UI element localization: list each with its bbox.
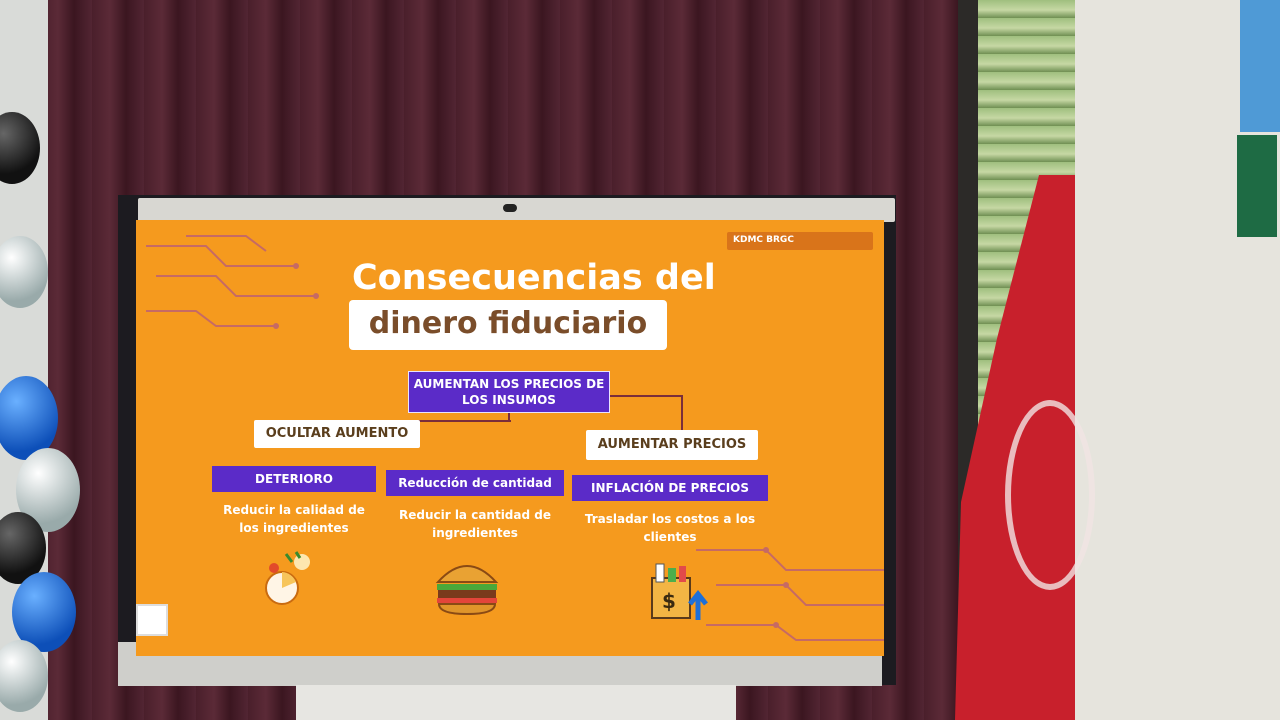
burger-icon <box>432 554 502 618</box>
circuit-decoration-icon <box>696 530 884 650</box>
main-cause-box: AUMENTAN LOS PRECIOS DE LOS INSUMOS <box>408 371 610 413</box>
monitor-top-bezel <box>138 198 895 222</box>
branch-hide-increase: OCULTAR AUMENTO <box>254 420 420 448</box>
food-quality-icon <box>256 548 320 612</box>
circuit-decoration-icon <box>146 226 326 336</box>
connector-line <box>610 395 682 397</box>
shopping-bag-price-up-icon <box>648 558 712 624</box>
consequence-deterioro: DETERIORO <box>212 466 376 492</box>
description-inflacion: Trasladar los costos a los clientes <box>584 512 756 544</box>
slide-badge: KDMC BRGC <box>727 232 873 250</box>
presentation-slide <box>136 220 884 656</box>
connector-line <box>681 395 683 431</box>
description-reduccion: Reducir la cantidad de ingredientes <box>398 508 551 540</box>
consequence-reduccion: Reducción de cantidad <box>386 470 564 496</box>
slide-corner-button[interactable] <box>136 604 168 636</box>
exit-sign-icon <box>1234 132 1280 240</box>
webcam-icon <box>503 204 517 212</box>
description-deterioro: Reducir la calidad de los ingredientes <box>223 503 365 535</box>
consequence-inflacion: INFLACIÓN DE PRECIOS <box>572 475 768 501</box>
flag-seal <box>1005 400 1095 590</box>
branch-raise-prices: AUMENTAR PRECIOS <box>586 430 758 460</box>
slide-title-line2: dinero fiduciario <box>349 300 667 350</box>
svg-text:$: $ <box>662 589 676 613</box>
slide-title-line1: Consecuencias del <box>352 258 716 298</box>
monitor-stand <box>296 685 736 720</box>
